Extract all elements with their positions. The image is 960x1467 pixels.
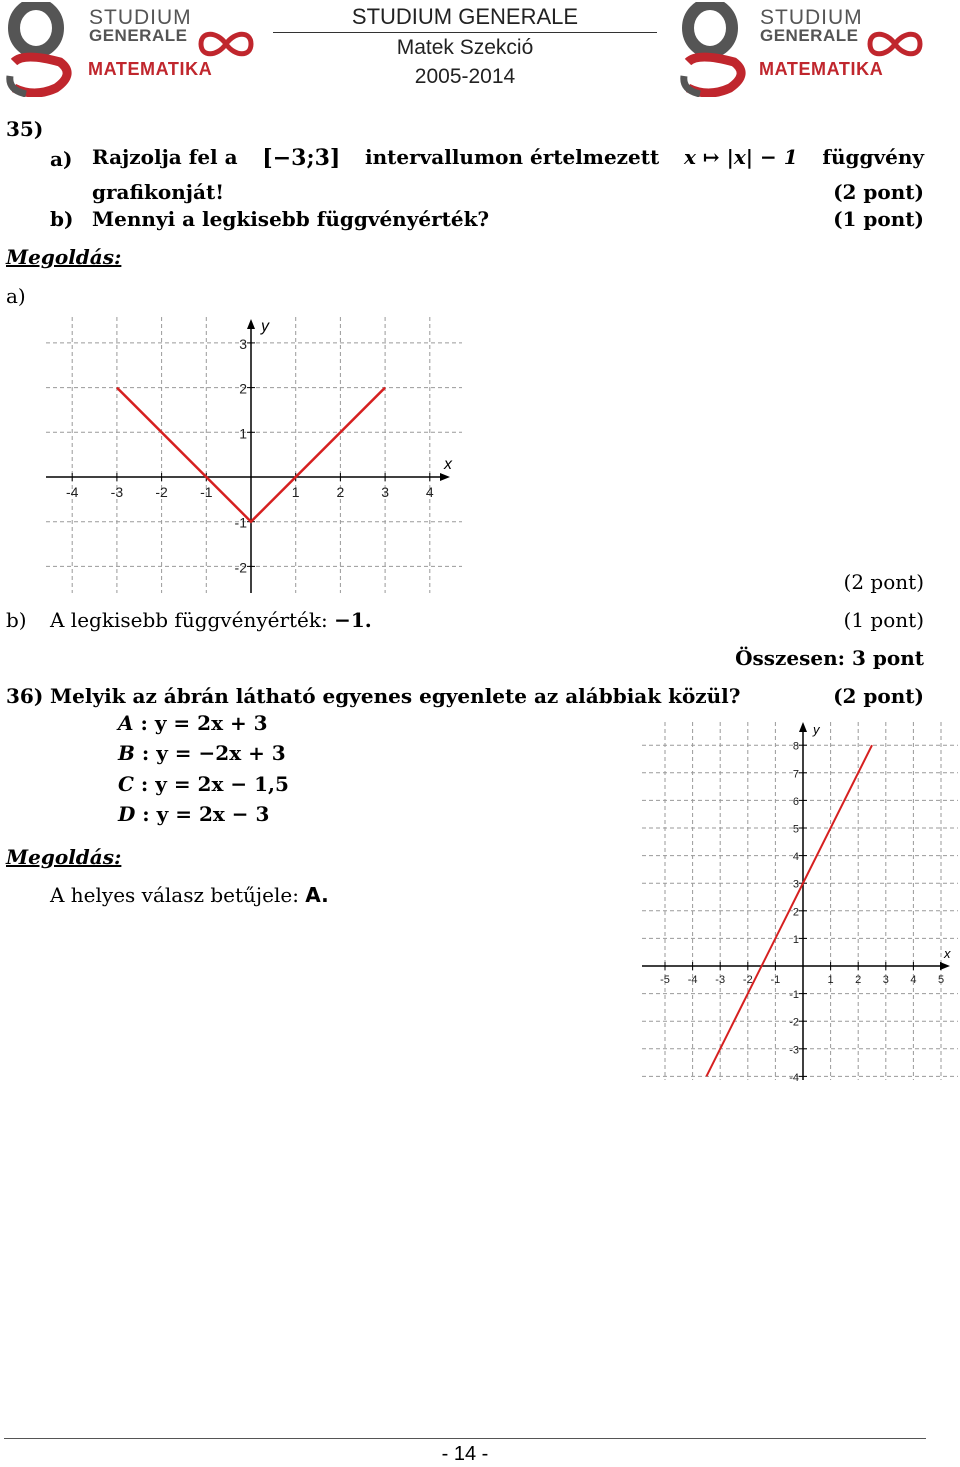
x-tick-label: -2 — [742, 974, 753, 986]
p35-sol-b-points: (1 pont) — [843, 608, 924, 632]
problem-36-number: 36) — [6, 684, 44, 708]
x-tick-label: -3 — [110, 484, 124, 500]
option-letter: D — [118, 802, 136, 826]
p35-sol-a-points: (2 pont) — [843, 570, 924, 594]
p35-sol-b-text — [50, 608, 372, 632]
logo-studium: STUDIUM — [89, 6, 192, 29]
logo-right — [678, 2, 938, 97]
header-rule — [273, 32, 657, 33]
p35-a-label: a) — [50, 147, 73, 171]
y-tick-label: 5 — [792, 823, 799, 836]
option-letter: A — [118, 711, 134, 735]
y-tick-label: 3 — [239, 335, 247, 352]
p35-a-points: (2 pont) — [833, 180, 924, 204]
y-tick-label: -2 — [789, 1016, 799, 1029]
p35-a-text-mid: intervallumon értelmezett — [365, 145, 660, 169]
x-tick-label: -3 — [715, 974, 726, 986]
x-tick-label: 4 — [425, 484, 434, 500]
y-tick-label: 2 — [792, 906, 799, 919]
graph-line — [640, 720, 960, 1082]
g-logo-icon — [4, 2, 76, 97]
p36-answer-value: A. — [305, 883, 329, 907]
p35-sol-b-value: −1. — [334, 608, 372, 632]
logo-generale: GENERALE — [89, 26, 188, 45]
p35-sol-a-label: a) — [6, 284, 26, 308]
y-axis-label: y — [813, 722, 820, 737]
page-number: - 14 - — [441, 1443, 489, 1465]
y-tick-label: 8 — [792, 740, 799, 753]
x-tick-label: -1 — [200, 484, 213, 500]
logo-studium: STUDIUM — [760, 6, 863, 29]
y-axis-label: y — [261, 318, 269, 335]
option-equation: y = 2x + 3 — [154, 711, 268, 735]
y-tick-label: 1 — [792, 933, 799, 946]
p35-sol-b-sentence: A legkisebb függvényérték: — [50, 608, 328, 632]
p36-option-c: C : y = 2x − 1,5 — [118, 772, 289, 796]
p35-total: Összesen: 3 pont — [735, 646, 924, 670]
x-tick-label: -1 — [770, 974, 781, 986]
x-axis-arrow-icon — [440, 473, 450, 481]
p36-solution-label: Megoldás: — [6, 845, 122, 869]
x-axis-label: x — [944, 946, 951, 961]
x-tick-label: -2 — [155, 484, 168, 500]
p35-a-function: x ↦ |x| − 1 — [683, 145, 798, 169]
y-tick-label: 6 — [792, 795, 799, 808]
x-axis-label: x — [444, 456, 452, 473]
y-axis-arrow-icon — [799, 722, 807, 732]
p35-b-text: Mennyi a legkisebb függvényérték? — [92, 207, 490, 231]
p36-option-b: B : y = −2x + 3 — [118, 741, 286, 765]
header-title: STUDIUM GENERALE — [351, 4, 579, 29]
p35-sol-b-label: b) — [6, 608, 27, 632]
x-tick-label: -4 — [65, 484, 79, 500]
p36-question: Melyik az ábrán látható egyenes egyenlete az alábbiak közül? — [50, 684, 741, 708]
x-tick-label: 1 — [291, 484, 300, 500]
option-letter: C — [118, 772, 134, 796]
problem-35-number: 35) — [6, 117, 44, 141]
x-tick-label: 3 — [882, 974, 889, 986]
y-tick-label: 7 — [792, 768, 799, 781]
y-tick-label: -1 — [234, 514, 247, 531]
p35-b-label: b) — [50, 207, 74, 231]
logo-matematika: MATEMATIKA — [759, 59, 884, 79]
x-tick-label: 2 — [336, 484, 345, 500]
option-equation: y = 2x − 3 — [156, 802, 270, 826]
y-tick-label: 2 — [239, 380, 247, 397]
p36-answer — [50, 883, 329, 907]
p36-answer-text: A helyes válasz betűjele: — [50, 883, 299, 907]
y-axis-arrow-icon — [247, 319, 255, 329]
p35-a-line2: grafikonját! — [92, 180, 224, 204]
header-years: 2005-2014 — [414, 65, 516, 88]
x-tick-label: 5 — [937, 974, 945, 986]
p35-b-points: (1 pont) — [833, 207, 924, 231]
p35-a-text-start: Rajzolja fel a — [92, 145, 238, 169]
logo-generale: GENERALE — [760, 26, 859, 45]
y-tick-label: -3 — [789, 1044, 799, 1057]
x-tick-label: 4 — [910, 974, 917, 986]
p36-option-a: A : y = 2x + 3 — [118, 711, 268, 735]
g-logo-icon — [678, 2, 750, 97]
p35-a-line1 — [92, 145, 924, 171]
header-subtitle: Matek Szekció — [396, 36, 534, 59]
p35-solution-label: Megoldás: — [6, 245, 122, 269]
y-tick-label: 3 — [792, 878, 799, 891]
x-tick-label: 1 — [827, 974, 834, 986]
p36-points: (2 pont) — [833, 684, 924, 708]
x-tick-label: -5 — [660, 974, 670, 986]
y-tick-label: -1 — [789, 989, 799, 1002]
y-tick-label: 1 — [239, 425, 247, 442]
x-tick-label: 2 — [855, 974, 862, 986]
graph-abs-function — [44, 315, 464, 595]
y-tick-label: -4 — [789, 1071, 799, 1082]
x-tick-label: -4 — [687, 974, 698, 986]
y-tick-label: 4 — [792, 851, 799, 864]
p36-option-d: D : y = 2x − 3 — [118, 802, 270, 826]
option-equation: y = 2x − 1,5 — [155, 772, 289, 796]
p35-a-interval: [−3;3] — [262, 145, 341, 171]
logo-matematika: MATEMATIKA — [88, 59, 213, 79]
option-equation: y = −2x + 3 — [156, 741, 286, 765]
logo-left — [4, 2, 264, 97]
infinity-icon — [866, 29, 924, 59]
p35-a-text-end: függvény — [822, 145, 924, 169]
y-tick-label: -2 — [234, 559, 247, 576]
footer-rule — [4, 1438, 926, 1439]
x-tick-label: 3 — [381, 484, 389, 500]
infinity-icon — [197, 29, 255, 59]
option-letter: B — [118, 741, 135, 765]
